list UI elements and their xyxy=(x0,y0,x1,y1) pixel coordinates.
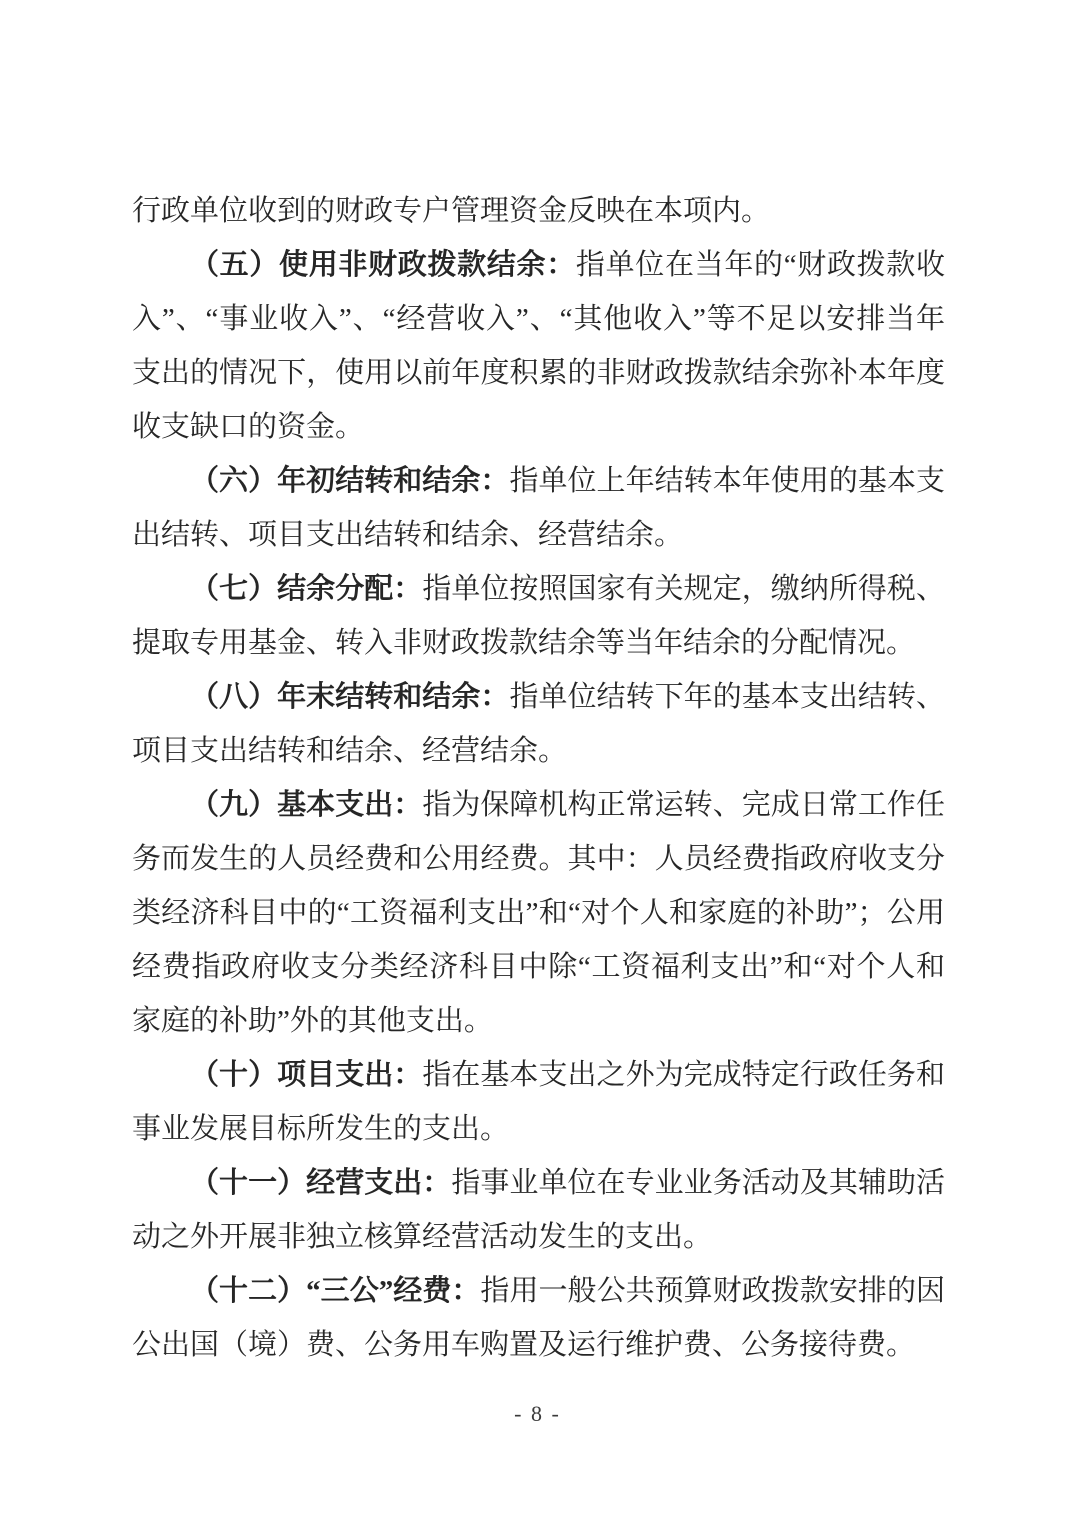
paragraph xyxy=(132,184,945,238)
paragraph xyxy=(132,562,945,670)
page-number: - 8 - xyxy=(514,1401,561,1426)
paragraph-lead: （十）项目支出： xyxy=(190,1059,423,1091)
paragraph xyxy=(132,670,945,778)
paragraph-lead: （五）使用非财政拨款结余： xyxy=(190,249,576,281)
paragraph xyxy=(132,1156,945,1264)
paragraph-text: 指单位按照国家有关规定，缴纳所得税、提取专用基金、转入非财政拨款结余等当年结余的分配情况。 xyxy=(132,573,945,659)
paragraph xyxy=(132,1048,945,1156)
paragraph xyxy=(132,1264,945,1372)
paragraph-lead: （十一）经营支出： xyxy=(190,1167,452,1199)
document-body xyxy=(132,184,945,1372)
paragraph-lead: （六）年初结转和结余： xyxy=(190,465,510,497)
paragraph xyxy=(132,454,945,562)
paragraph-text: 指单位上年结转本年使用的基本支出结转、项目支出结转和结余、经营结余。 xyxy=(132,465,945,551)
paragraph-text: 指用一般公共预算财政拨款安排的因公出国（境）费、公务用车购置及运行维护费、公务接待费。 xyxy=(132,1275,945,1361)
paragraph-lead: （九）基本支出： xyxy=(190,789,423,821)
paragraph-text: 指单位在当年的“财政拨款收入”、“事业收入”、“经营收入”、“其他收入”等不足以安排当年支出的情况下，使用以前年度积累的非财政拨款结余弥补本年度收支缺口的资金。 xyxy=(132,249,945,443)
paragraph-text: 指事业单位在专业业务活动及其辅助活动之外开展非独立核算经营活动发生的支出。 xyxy=(132,1167,945,1253)
paragraph-text: 指在基本支出之外为完成特定行政任务和事业发展目标所发生的支出。 xyxy=(132,1059,945,1145)
paragraph-lead: （十二）“三公”经费： xyxy=(190,1275,481,1307)
paragraph-lead: （七）结余分配： xyxy=(190,573,423,605)
paragraph-text: 行政单位收到的财政专户管理资金反映在本项内。 xyxy=(132,195,771,227)
paragraph xyxy=(132,238,945,454)
paragraph-text: 指为保障机构正常运转、完成日常工作任务而发生的人员经费和公用经费。其中：人员经费指政府收支分类经济科目中的“工资福利支出”和“对个人和家庭的补助”；公用经费指政府收支分类经济科目中除“工资福利支出”和“对个人和家庭的补助”外的其他支出。 xyxy=(132,789,945,1037)
paragraph xyxy=(132,778,945,1048)
paragraph-text: 指单位结转下年的基本支出结转、项目支出结转和结余、经营结余。 xyxy=(132,681,945,767)
paragraph-lead: （八）年末结转和结余： xyxy=(190,681,510,713)
